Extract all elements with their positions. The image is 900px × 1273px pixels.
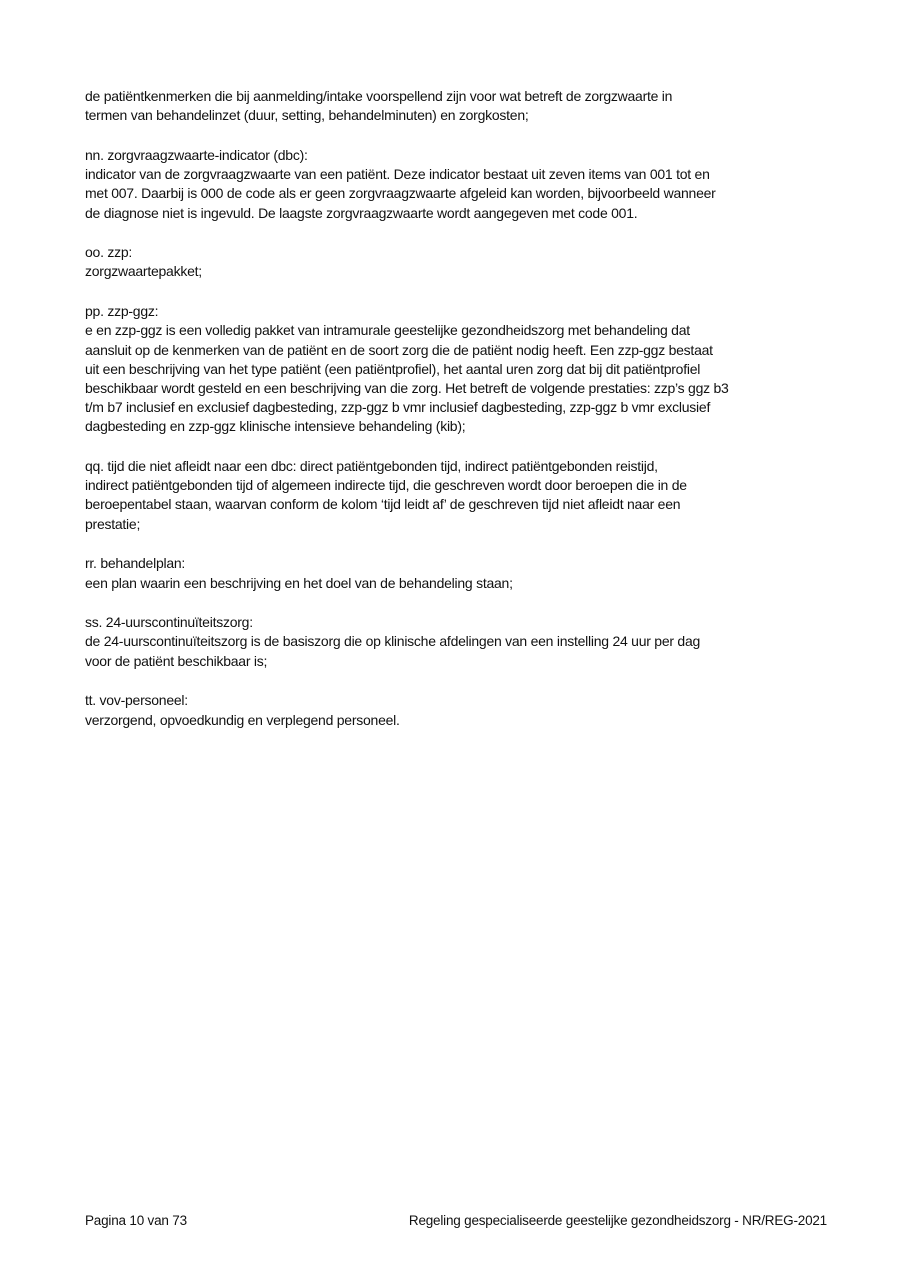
text-line: qq. tijd die niet afleidt naar een dbc: direct patiëntgebonden tijd, indirect patiëntgebonden reistijd, xyxy=(85,458,658,475)
definition-heading: pp. zzp-ggz: xyxy=(85,303,159,320)
document-body xyxy=(85,87,825,730)
text-line: indirect patiëntgebonden tijd of algemeen indirecte tijd, die geschreven wordt door beroepen die in de xyxy=(85,477,687,494)
text-line: indicator van de zorgvraagzwaarte van een patiënt. Deze indicator bestaat uit zeven items van 001 tot en xyxy=(85,166,710,183)
definition-heading: ss. 24-uurscontinuïteitszorg: xyxy=(85,614,253,631)
document-title: Regeling gespecialiseerde geestelijke gezondheidszorg - NR/REG-2021 xyxy=(408,1213,827,1228)
definition-tt xyxy=(85,691,825,729)
text-line: voor de patiënt beschikbaar is; xyxy=(85,652,268,669)
text-line: t/m b7 inclusief en exclusief dagbesteding, zzp-ggz b vmr inclusief dagbesteding, zzp-ggz b vmr exclusief xyxy=(85,399,711,416)
definition-pp xyxy=(85,302,825,436)
text-line: een plan waarin een beschrijving en het doel van de behandeling staan; xyxy=(85,574,513,591)
text-line: zorgzwaartepakket; xyxy=(85,263,202,280)
definition-qq xyxy=(85,457,825,534)
text-line: dagbesteding en zzp-ggz klinische intensieve behandeling (kib); xyxy=(85,418,466,435)
definition-oo xyxy=(85,243,825,281)
definition-ss xyxy=(85,613,825,671)
text-line: e en zzp-ggz is een volledig pakket van intramurale geestelijke gezondheidszorg met behandeling dat xyxy=(85,322,690,339)
definition-heading: tt. vov-personeel: xyxy=(85,692,188,709)
text-line: termen van behandelinzet (duur, setting, behandelminuten) en zorgkosten; xyxy=(85,107,529,124)
definition-heading: oo. zzp: xyxy=(85,244,133,261)
text-line: met 007. Daarbij is 000 de code als er geen zorgvraagzwaarte afgeleid kan worden, bijvoorbeeld wanneer xyxy=(85,185,716,202)
page-number: Pagina 10 van 73 xyxy=(85,1213,187,1228)
text-line: de 24-uurscontinuïteitszorg is de basiszorg die op klinische afdelingen van een instelling 24 uur per dag xyxy=(85,633,701,650)
text-line: de patiëntkenmerken die bij aanmelding/intake voorspellend zijn voor wat betreft de zorgzwaarte in xyxy=(85,88,673,104)
text-line: prestatie; xyxy=(85,515,141,532)
text-line: de diagnose niet is ingevuld. De laagste zorgvraagzwaarte wordt aangegeven met code 001. xyxy=(85,204,638,221)
definition-nn xyxy=(85,146,825,223)
definition-heading: rr. behandelplan: xyxy=(85,555,186,572)
definition-heading: nn. zorgvraagzwaarte-indicator (dbc): xyxy=(85,146,308,163)
text-line: beroepentabel staan, waarvan conform de kolom ‘tijd leidt af’ de geschreven tijd niet afleidt naar een xyxy=(85,496,681,513)
text-line: aansluit op de kenmerken van de patiënt en de soort zorg die de patiënt nodig heeft. Een zzp-ggz bestaat xyxy=(85,341,713,358)
intro-paragraph xyxy=(85,87,825,125)
text-line: beschikbaar wordt gesteld en een beschrijving van die zorg. Het betreft de volgende prestaties: zzp’s ggz b3 xyxy=(85,379,729,396)
definition-rr xyxy=(85,554,825,592)
text-line: verzorgend, opvoedkundig en verplegend personeel. xyxy=(85,711,400,728)
text-line: uit een beschrijving van het type patiënt (een patiëntprofiel), het aantal uren zorg dat bij dit patiëntprofiel xyxy=(85,360,701,377)
